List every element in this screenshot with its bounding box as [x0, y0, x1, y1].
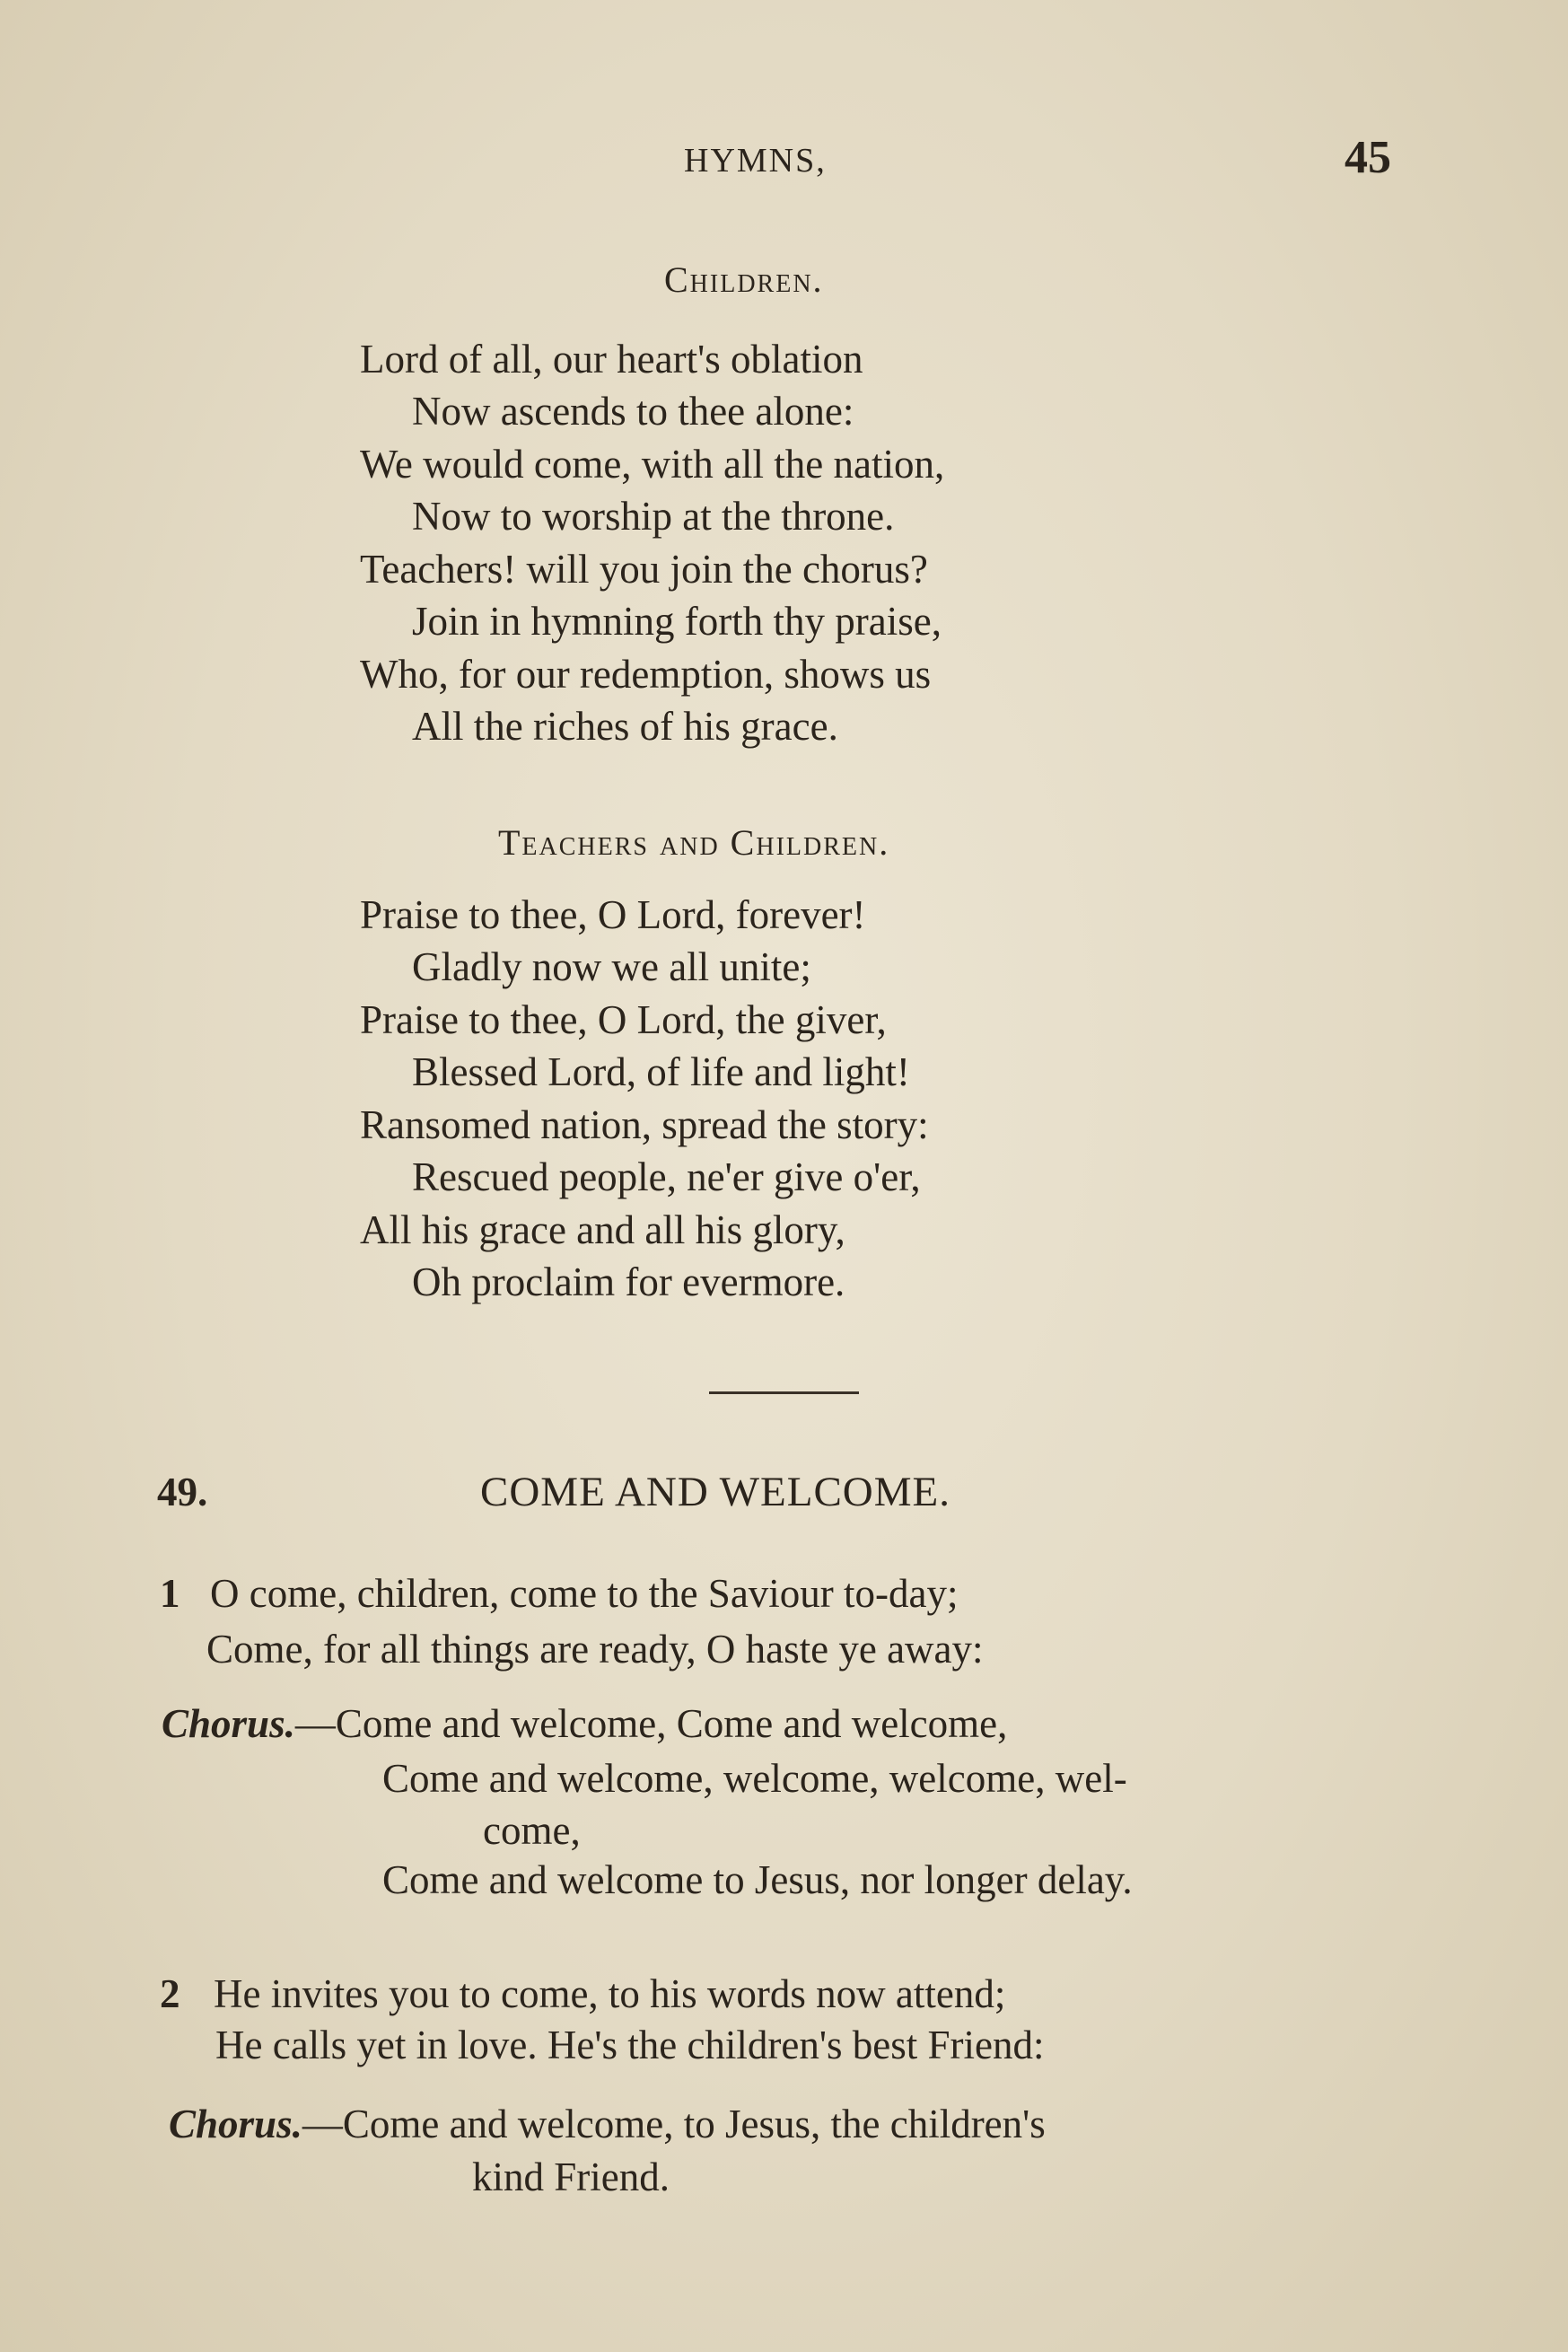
verse-line: Rescued people, ne'er give o'er,: [412, 1154, 921, 1199]
hymn-number: 49.: [157, 1470, 208, 1514]
section-heading: Teachers and Children.: [498, 822, 890, 863]
chorus-label: Chorus.: [169, 2102, 302, 2146]
verse-line: He calls yet in love. He's the children's best Friend:: [215, 2023, 1045, 2067]
divider-rule: [709, 1391, 859, 1394]
chorus-text: —Come and welcome, Come and welcome,: [294, 1701, 1008, 1746]
verse-line: All the riches of his grace.: [412, 704, 838, 749]
chorus-line: come,: [483, 1808, 581, 1853]
hymn-title: COME AND WELCOME.: [480, 1469, 950, 1515]
verse-line: Now to worship at the throne.: [412, 494, 895, 539]
page-number: 45: [1345, 132, 1391, 183]
verse-line: Join in hymning forth thy praise,: [412, 599, 942, 644]
verse-line: Ransomed nation, spread the story:: [360, 1102, 929, 1147]
chorus-text: —Come and welcome, to Jesus, the children's: [302, 2102, 1046, 2146]
verse-line: Come, for all things are ready, O haste ye away:: [206, 1627, 984, 1672]
verse-line: All his grace and all his glory,: [360, 1207, 845, 1252]
verse-line: Teachers! will you join the chorus?: [360, 547, 928, 592]
chorus-line: Come and welcome, welcome, welcome, wel-: [382, 1756, 1127, 1801]
verse-number: 2: [160, 1971, 180, 2016]
verse-line: Lord of all, our heart's oblation: [360, 337, 863, 382]
verse-line: We would come, with all the nation,: [360, 442, 945, 487]
verse-line: Who, for our redemption, shows us: [360, 652, 932, 697]
chorus-line: [162, 1698, 1007, 1749]
section-heading: Children.: [664, 259, 824, 300]
chorus-line: Come and welcome to Jesus, nor longer delay.: [382, 1857, 1133, 1902]
chorus-label: Chorus.: [162, 1701, 295, 1746]
running-title: HYMNS,: [684, 142, 827, 180]
verse-number: 1: [160, 1571, 180, 1616]
verse-line: He invites you to come, to his words now attend;: [214, 1971, 1006, 2016]
verse-line: Gladly now we all unite;: [412, 944, 811, 989]
verse-line: Blessed Lord, of life and light!: [412, 1049, 910, 1094]
verse-line: Now ascends to thee alone:: [412, 389, 854, 434]
verse-line: Praise to thee, O Lord, forever!: [360, 892, 866, 937]
verse-line: O come, children, come to the Saviour to-day;: [210, 1571, 959, 1616]
chorus-line: kind Friend.: [472, 2155, 670, 2199]
chorus-line: [169, 2099, 1046, 2149]
verse-line: Praise to thee, O Lord, the giver,: [360, 997, 887, 1042]
verse-line: Oh proclaim for evermore.: [412, 1259, 845, 1304]
